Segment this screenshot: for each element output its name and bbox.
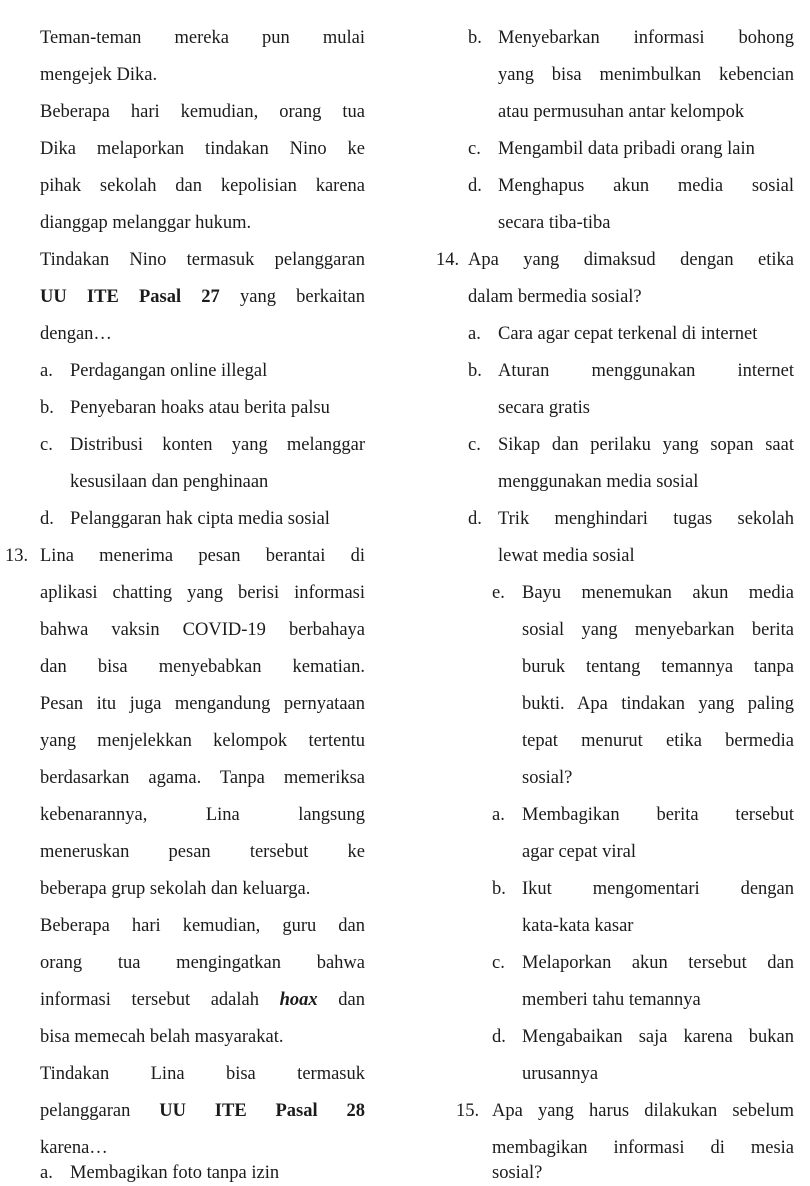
text-line: dengan… (40, 324, 112, 344)
text-line (40, 284, 365, 310)
option-text: Mengabaikan saja karena bukan (522, 1027, 794, 1047)
text-line: bahwa vaksin COVID-19 berbahaya (40, 620, 365, 640)
option-letter: d. (468, 509, 482, 529)
text-line: kebenarannya, Lina langsung (40, 805, 365, 825)
option-text: urusannya (522, 1064, 599, 1084)
option-text: yang bisa menimbulkan kebencian (498, 65, 794, 85)
option-letter: c. (468, 139, 481, 159)
law-reference-pasal-28: UU ITE Pasal 28 (159, 1101, 365, 1121)
option-letter: b. (468, 28, 482, 48)
text-line: orang tua mengingatkan bahwa (40, 953, 365, 973)
text-line: Bayu menemukan akun media (522, 583, 794, 603)
question-letter: e. (492, 583, 505, 603)
text-line: buruk tentang temannya tanpa (522, 657, 794, 677)
text-line: Pesan itu juga mengandung pernyataan (40, 694, 365, 714)
question-number: 14. (436, 250, 460, 270)
text-line: Apa yang harus dilakukan sebelum (492, 1101, 794, 1121)
option-letter: d. (492, 1027, 506, 1047)
text-line: membagikan informasi di mesia (492, 1138, 794, 1158)
option-text: kesusilaan dan penghinaan (70, 472, 269, 492)
text-line: karena… (40, 1138, 108, 1158)
text-line: Tindakan Nino termasuk pelanggaran (40, 250, 365, 270)
text-line: dalam bermedia sosial? (468, 287, 642, 307)
option-text: lewat media sosial (498, 546, 635, 566)
text-line: meneruskan pesan tersebut ke (40, 842, 365, 862)
option-text: agar cepat viral (522, 842, 637, 862)
text-line: Tindakan Lina bisa termasuk (40, 1064, 365, 1084)
option-text: secara tiba-tiba (498, 213, 611, 233)
option-text: Sikap dan perilaku yang sopan saat (498, 435, 794, 455)
text-line: berdasarkan agama. Tanpa memeriksa (40, 768, 365, 788)
option-text: atau permusuhan antar kelompok (498, 102, 745, 122)
text-line: sosial? (522, 768, 573, 788)
option-text: Trik menghindari tugas sekolah (498, 509, 794, 529)
text-line: Apa yang dimaksud dengan etika (468, 250, 794, 270)
question-number: 13. (5, 546, 29, 566)
text-line (40, 987, 365, 1013)
text-fragment: dan (317, 990, 365, 1010)
option-text: Pelanggaran hak cipta media sosial (70, 509, 330, 529)
option-letter: a. (468, 324, 481, 344)
text-fragment: pelanggaran (40, 1101, 160, 1121)
text-line: Lina menerima pesan berantai di (40, 546, 365, 566)
text-line: Beberapa hari kemudian, orang tua (40, 102, 365, 122)
text-line: beberapa grup sekolah dan keluarga. (40, 879, 311, 899)
text-line: aplikasi chatting yang berisi informasi (40, 583, 365, 603)
text-line: Dika melaporkan tindakan Nino ke (40, 139, 365, 159)
option-text: Membagikan foto tanpa izin (70, 1163, 280, 1183)
question-number: 15. (456, 1101, 480, 1121)
text-line: dianggap melanggar hukum. (40, 213, 252, 233)
option-text: Aturan menggunakan internet (498, 361, 794, 381)
option-text: menggunakan media sosial (498, 472, 699, 492)
option-letter: d. (468, 176, 482, 196)
hoax-emphasis: hoax (279, 990, 318, 1010)
text-line (40, 1098, 365, 1124)
option-letter: c. (492, 953, 505, 973)
option-letter: d. (40, 509, 54, 529)
text-line: Teman-teman mereka pun mulai (40, 28, 365, 48)
text-line: sosial yang menyebarkan berita (522, 620, 794, 640)
text-line: mengejek Dika. (40, 65, 158, 85)
option-text: Menghapus akun media sosial (498, 176, 794, 196)
text-line: bisa memecah belah masyarakat. (40, 1027, 284, 1047)
option-text: Mengambil data pribadi orang lain (498, 139, 755, 159)
text-line: yang menjelekkan kelompok tertentu (40, 731, 365, 751)
text-line: dan bisa menyebabkan kematian. (40, 657, 365, 677)
text-line: bukti. Apa tindakan yang paling (522, 694, 794, 714)
option-text: Melaporkan akun tersebut dan (522, 953, 794, 973)
option-letter: a. (40, 1163, 53, 1183)
option-text: Cara agar cepat terkenal di internet (498, 324, 758, 344)
option-letter: a. (40, 361, 53, 381)
option-text: Perdagangan online illegal (70, 361, 268, 381)
option-letter: a. (492, 805, 505, 825)
text-fragment: yang berkaitan (219, 287, 365, 307)
text-line: sosial? (492, 1163, 543, 1183)
text-fragment: informasi tersebut adalah (40, 990, 280, 1010)
option-text: kata-kata kasar (522, 916, 634, 936)
option-text: secara gratis (498, 398, 590, 418)
text-line: Beberapa hari kemudian, guru dan (40, 916, 365, 936)
option-letter: b. (468, 361, 482, 381)
option-text: Penyebaran hoaks atau berita palsu (70, 398, 330, 418)
option-letter: c. (468, 435, 481, 455)
law-reference-pasal-27: UU ITE Pasal 27 (40, 287, 220, 307)
option-letter: b. (40, 398, 54, 418)
option-letter: b. (492, 879, 506, 899)
option-text: Membagikan berita tersebut (522, 805, 794, 825)
text-line: pihak sekolah dan kepolisian karena (40, 176, 365, 196)
option-text: memberi tahu temannya (522, 990, 701, 1010)
text-line: tepat menurut etika bermedia (522, 731, 794, 751)
option-text: Menyebarkan informasi bohong (498, 28, 794, 48)
option-text: Distribusi konten yang melanggar (70, 435, 365, 455)
option-letter: c. (40, 435, 53, 455)
option-text: Ikut mengomentari dengan (522, 879, 794, 899)
